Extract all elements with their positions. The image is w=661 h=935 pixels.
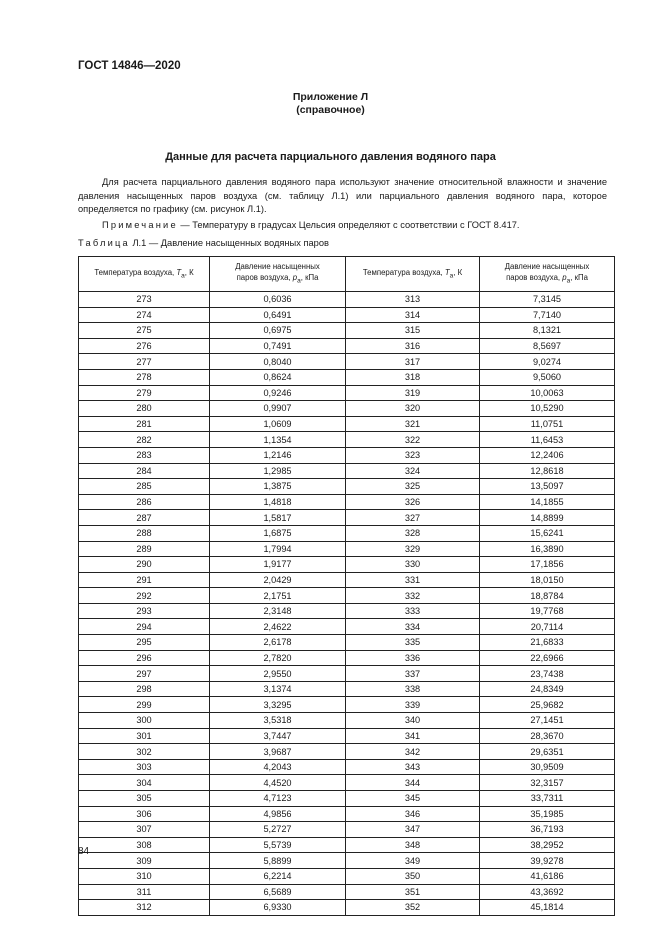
temperature-cell: 322 — [346, 432, 480, 448]
temperature-cell: 342 — [346, 744, 480, 760]
pressure-cell: 30,9509 — [480, 759, 615, 775]
table-body — [79, 292, 615, 916]
temperature-cell: 339 — [346, 697, 480, 713]
pressure-cell: 0,6036 — [210, 292, 346, 308]
pressure-cell: 8,5697 — [480, 338, 615, 354]
pressure-cell: 4,7123 — [210, 791, 346, 807]
section-title: Данные для расчета парциального давления водяного пара — [165, 151, 496, 163]
pressure-cell: 2,7820 — [210, 650, 346, 666]
temperature-cell: 292 — [79, 588, 210, 604]
temperature-cell: 330 — [346, 557, 480, 573]
temperature-cell: 312 — [79, 900, 210, 916]
pressure-table — [78, 256, 615, 916]
pressure-cell: 23,7438 — [480, 666, 615, 682]
temperature-cell: 310 — [79, 868, 210, 884]
temperature-cell: 306 — [79, 806, 210, 822]
body-paragraph: Для расчета парциального давления водяного пара используют значение относительной влажности и значение давления насыщенных паров воздуха (см. таблицу Л.1) или парциального давления водяного пара, которое определяется по графику (см. рисунок Л.1). — [78, 177, 607, 215]
temperature-cell: 301 — [79, 728, 210, 744]
pressure-cell: 29,6351 — [480, 744, 615, 760]
temperature-cell: 284 — [79, 463, 210, 479]
temperature-cell: 319 — [346, 385, 480, 401]
pressure-cell: 32,3157 — [480, 775, 615, 791]
temperature-cell: 282 — [79, 432, 210, 448]
temperature-cell: 315 — [346, 323, 480, 339]
note-text: — Температуру в градусах Цельсия определяют с соответствии с ГОСТ 8.417. — [177, 220, 520, 230]
appendix-title: Приложение Л — [292, 91, 369, 103]
temperature-cell: 349 — [346, 853, 480, 869]
temperature-cell: 279 — [79, 385, 210, 401]
temp-header-left: Температура воздуха, $T_a$, К — [79, 257, 210, 292]
table-row — [79, 806, 615, 822]
pressure-cell: 16,3890 — [480, 541, 615, 557]
table-row — [79, 541, 615, 557]
temperature-cell: 289 — [79, 541, 210, 557]
pressure-cell: 18,0150 — [480, 572, 615, 588]
pressure-cell: 25,9682 — [480, 697, 615, 713]
temperature-cell: 299 — [79, 697, 210, 713]
temperature-cell: 311 — [79, 884, 210, 900]
pressure-cell: 2,6178 — [210, 635, 346, 651]
pressure-cell: 0,8624 — [210, 369, 346, 385]
table-row — [79, 744, 615, 760]
table-row — [79, 666, 615, 682]
table-row — [79, 588, 615, 604]
table-row — [79, 635, 615, 651]
table-row — [79, 791, 615, 807]
document-id: ГОСТ 14846—2020 — [78, 60, 181, 72]
pressure-cell: 2,0429 — [210, 572, 346, 588]
table-row — [79, 494, 615, 510]
temperature-cell: 276 — [79, 338, 210, 354]
table-row — [79, 416, 615, 432]
temperature-cell: 346 — [346, 806, 480, 822]
pressure-cell: 4,4520 — [210, 775, 346, 791]
temperature-cell: 318 — [346, 369, 480, 385]
pressure-cell: 7,3145 — [480, 292, 615, 308]
temperature-cell: 287 — [79, 510, 210, 526]
pressure-cell: 17,1856 — [480, 557, 615, 573]
temperature-cell: 332 — [346, 588, 480, 604]
temperature-cell: 327 — [346, 510, 480, 526]
pressure-cell: 22,6966 — [480, 650, 615, 666]
temperature-cell: 295 — [79, 635, 210, 651]
pressure-cell: 33,7311 — [480, 791, 615, 807]
pressure-cell: 2,9550 — [210, 666, 346, 682]
temperature-cell: 350 — [346, 868, 480, 884]
note-label: Примечание — [102, 220, 178, 230]
pressure-cell: 12,8618 — [480, 463, 615, 479]
temperature-cell: 323 — [346, 447, 480, 463]
pressure-cell: 10,5290 — [480, 401, 615, 417]
temperature-cell: 302 — [79, 744, 210, 760]
table-row — [79, 557, 615, 573]
table-caption — [78, 238, 329, 248]
temperature-cell: 325 — [346, 479, 480, 495]
pressure-cell: 5,2727 — [210, 822, 346, 838]
temperature-cell: 348 — [346, 837, 480, 853]
temperature-cell: 280 — [79, 401, 210, 417]
temperature-cell: 274 — [79, 307, 210, 323]
temperature-cell: 296 — [79, 650, 210, 666]
pressure-cell: 12,2406 — [480, 447, 615, 463]
table-row — [79, 759, 615, 775]
temperature-cell: 309 — [79, 853, 210, 869]
pressure-cell: 0,6975 — [210, 323, 346, 339]
pressure-cell: 35,1985 — [480, 806, 615, 822]
temperature-cell: 320 — [346, 401, 480, 417]
table-row — [79, 884, 615, 900]
temperature-cell: 341 — [346, 728, 480, 744]
pressure-cell: 1,7994 — [210, 541, 346, 557]
pressure-cell: 5,5739 — [210, 837, 346, 853]
pressure-cell: 0,7491 — [210, 338, 346, 354]
temperature-cell: 331 — [346, 572, 480, 588]
pressure-cell: 9,0274 — [480, 354, 615, 370]
temperature-cell: 304 — [79, 775, 210, 791]
pressure-cell: 4,2043 — [210, 759, 346, 775]
pressure-cell: 3,1374 — [210, 681, 346, 697]
table-row — [79, 650, 615, 666]
temperature-cell: 283 — [79, 447, 210, 463]
table-row — [79, 479, 615, 495]
pressure-cell: 6,2214 — [210, 868, 346, 884]
table-row — [79, 510, 615, 526]
temperature-cell: 343 — [346, 759, 480, 775]
table-row — [79, 447, 615, 463]
pressure-cell: 15,6241 — [480, 525, 615, 541]
pressure-cell: 20,7114 — [480, 619, 615, 635]
table-row — [79, 775, 615, 791]
table-row — [79, 619, 615, 635]
pressure-cell: 28,3670 — [480, 728, 615, 744]
pressure-cell: 18,8784 — [480, 588, 615, 604]
table-row — [79, 369, 615, 385]
temperature-cell: 285 — [79, 479, 210, 495]
temperature-cell: 308 — [79, 837, 210, 853]
temperature-cell: 297 — [79, 666, 210, 682]
temp-header-right: Температура воздуха, $T_a$, К — [346, 257, 480, 292]
table-row — [79, 338, 615, 354]
pressure-cell: 2,3148 — [210, 603, 346, 619]
page-number: 84 — [78, 846, 90, 857]
table-row — [79, 822, 615, 838]
table-caption-text: Л.1 — Давление насыщенных водяных паров — [129, 238, 329, 248]
pressure-cell: 11,6453 — [480, 432, 615, 448]
temperature-cell: 328 — [346, 525, 480, 541]
temperature-cell: 291 — [79, 572, 210, 588]
temperature-cell: 338 — [346, 681, 480, 697]
pressure-cell: 19,7768 — [480, 603, 615, 619]
pressure-cell: 1,2985 — [210, 463, 346, 479]
pressure-cell: 1,5817 — [210, 510, 346, 526]
temperature-cell: 326 — [346, 494, 480, 510]
table-row — [79, 292, 615, 308]
temperature-cell: 321 — [346, 416, 480, 432]
pressure-cell: 14,8899 — [480, 510, 615, 526]
temperature-cell: 278 — [79, 369, 210, 385]
table-row — [79, 900, 615, 916]
pressure-cell: 4,9856 — [210, 806, 346, 822]
pressure-header-right: Давление насыщенных паров воздуха, $p_a$, кПа — [480, 257, 615, 292]
pressure-header-left: Давление насыщенных паров воздуха, $p_a$, кПа — [210, 257, 346, 292]
temperature-cell: 344 — [346, 775, 480, 791]
table-row — [79, 713, 615, 729]
table-row — [79, 463, 615, 479]
temperature-cell: 337 — [346, 666, 480, 682]
table-caption-label: Таблица — [78, 238, 130, 248]
temperature-cell: 307 — [79, 822, 210, 838]
temperature-cell: 298 — [79, 681, 210, 697]
temperature-cell: 352 — [346, 900, 480, 916]
table-row — [79, 401, 615, 417]
table-row — [79, 323, 615, 339]
table-row — [79, 868, 615, 884]
temperature-cell: 351 — [346, 884, 480, 900]
table-row — [79, 572, 615, 588]
temperature-cell: 277 — [79, 354, 210, 370]
temperature-cell: 347 — [346, 822, 480, 838]
pressure-cell: 21,6833 — [480, 635, 615, 651]
temperature-cell: 340 — [346, 713, 480, 729]
pressure-cell: 1,4818 — [210, 494, 346, 510]
pressure-cell: 36,7193 — [480, 822, 615, 838]
table-row — [79, 681, 615, 697]
pressure-cell: 3,7447 — [210, 728, 346, 744]
table-row — [79, 853, 615, 869]
temperature-cell: 294 — [79, 619, 210, 635]
table-row — [79, 385, 615, 401]
temperature-cell: 316 — [346, 338, 480, 354]
temperature-cell: 305 — [79, 791, 210, 807]
pressure-cell: 27,1451 — [480, 713, 615, 729]
pressure-cell: 41,6186 — [480, 868, 615, 884]
temperature-cell: 336 — [346, 650, 480, 666]
table-row — [79, 728, 615, 744]
pressure-cell: 0,6491 — [210, 307, 346, 323]
pressure-cell: 1,3875 — [210, 479, 346, 495]
pressure-cell: 45,1814 — [480, 900, 615, 916]
temperature-cell: 333 — [346, 603, 480, 619]
pressure-cell: 9,5060 — [480, 369, 615, 385]
pressure-cell: 0,8040 — [210, 354, 346, 370]
temperature-cell: 275 — [79, 323, 210, 339]
table-header-row — [79, 257, 615, 292]
pressure-cell: 24,8349 — [480, 681, 615, 697]
pressure-cell: 1,6875 — [210, 525, 346, 541]
temperature-cell: 286 — [79, 494, 210, 510]
pressure-cell: 8,1321 — [480, 323, 615, 339]
pressure-cell: 11,0751 — [480, 416, 615, 432]
pressure-cell: 1,0609 — [210, 416, 346, 432]
pressure-cell: 0,9907 — [210, 401, 346, 417]
pressure-cell: 3,9687 — [210, 744, 346, 760]
appendix-subtitle: (справочное) — [296, 104, 365, 116]
temperature-cell: 290 — [79, 557, 210, 573]
pressure-cell: 2,1751 — [210, 588, 346, 604]
pressure-cell: 6,5689 — [210, 884, 346, 900]
note — [102, 220, 520, 230]
pressure-cell: 14,1855 — [480, 494, 615, 510]
temperature-cell: 273 — [79, 292, 210, 308]
pressure-cell: 39,9278 — [480, 853, 615, 869]
pressure-cell: 6,9330 — [210, 900, 346, 916]
temperature-cell: 288 — [79, 525, 210, 541]
pressure-cell: 43,3692 — [480, 884, 615, 900]
temperature-cell: 314 — [346, 307, 480, 323]
pressure-cell: 5,8899 — [210, 853, 346, 869]
pressure-cell: 38,2952 — [480, 837, 615, 853]
temperature-cell: 303 — [79, 759, 210, 775]
temperature-cell: 281 — [79, 416, 210, 432]
temperature-cell: 345 — [346, 791, 480, 807]
pressure-cell: 1,9177 — [210, 557, 346, 573]
pressure-cell: 3,5318 — [210, 713, 346, 729]
temperature-cell: 317 — [346, 354, 480, 370]
table-row — [79, 432, 615, 448]
pressure-cell: 3,3295 — [210, 697, 346, 713]
temperature-cell: 300 — [79, 713, 210, 729]
table-row — [79, 307, 615, 323]
table-row — [79, 603, 615, 619]
temperature-cell: 313 — [346, 292, 480, 308]
pressure-cell: 0,9246 — [210, 385, 346, 401]
temperature-cell: 335 — [346, 635, 480, 651]
temperature-cell: 329 — [346, 541, 480, 557]
pressure-cell: 13,5097 — [480, 479, 615, 495]
temperature-cell: 293 — [79, 603, 210, 619]
table-row — [79, 837, 615, 853]
temperature-cell: 324 — [346, 463, 480, 479]
pressure-cell: 2,4622 — [210, 619, 346, 635]
table-row — [79, 525, 615, 541]
pressure-cell: 1,1354 — [210, 432, 346, 448]
pressure-cell: 7,7140 — [480, 307, 615, 323]
pressure-cell: 10,0063 — [480, 385, 615, 401]
pressure-cell: 1,2146 — [210, 447, 346, 463]
temperature-cell: 334 — [346, 619, 480, 635]
table-row — [79, 697, 615, 713]
table-row — [79, 354, 615, 370]
